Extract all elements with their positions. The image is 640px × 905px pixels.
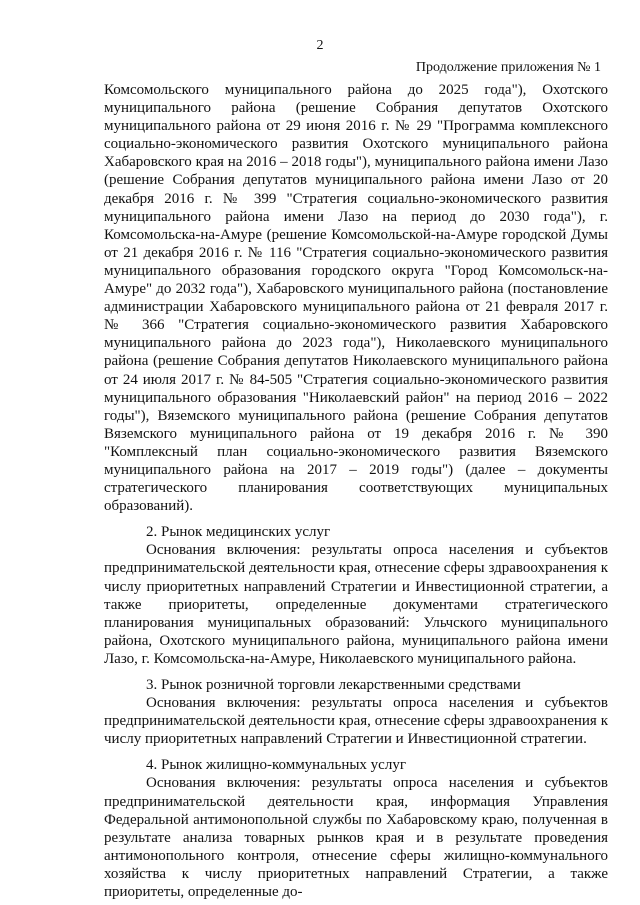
section-text: Основания включения: результаты опроса населения и субъектов предпринимательской деятельности края, информация Управления Федеральной антимонопольной службы по Хабаровскому краю, полученная в результате анализа товарных рынков края и в результате проведения антимонопольного контроля, отнесение сферы жилищно-коммунального хозяйства к числу приоритетных направлений Стратегии, а также приоритеты, определенные до- xyxy=(104,775,608,901)
continuation-label: Продолжение приложения № 1 xyxy=(415,60,601,75)
page-number: 2 xyxy=(316,38,324,53)
section-text: Основания включения: результаты опроса населения и субъектов предпринимательской деятельности края, отнесение сферы здравоохранения к числу приоритетных направлений Стратегии и Инвестиционной стратегии. xyxy=(104,695,608,748)
section-pharmacy-retail xyxy=(104,676,608,748)
section-housing-utilities xyxy=(104,756,608,901)
intro-paragraph: Комсомольского муниципального района до 2025 года"), Охотского муниципального района (решение Собрания депутатов Охотского муниципального района от 29 июня 2016 г. № 29 "Программа комплексного социально-экономического развития Охотского муниципального района Хабаровского края на 2016 – 2018 годы"), муниципального района имени Лазо (решение Собрания депутатов муниципального района имени Лазо от 20 декабря 2016 г. № 399 "Стратегия социально-экономического развития муниципального района имени Лазо на период до 2030 года"), г. Комсомольска-на-Амуре (решение Комсомольской-на-Амуре городской Думы от 21 декабря 2016 г. № 116 "Стратегия социально-экономического развития муниципального образования городского округа "Город Комсомольск-на-Амуре" до 2032 года"), Хабаровского муниципального района (постановление администрации Хабаровского муниципального района от 21 февраля 2017 г. № 366 "Стратегия социально-экономического развития Хабаровского муниципального района до 2023 года"), Николаевского муниципального района (решение Собрания депутатов Николаевского муниципального района от 24 июля 2017 г. № 84-505 "Стратегия социально-экономического развития муниципального образования "Николаевский район" на период 2016 – 2022 годы"), Вяземского муниципального района (решение Собрания депутатов Вяземского муниципального района от 19 декабря 2016 г. № 390 "Комплексный план социально-экономического развития Вяземского муниципального района на 2017 – 2019 годы") (далее – документы стратегического планирования соответствующих муниципальных образований). xyxy=(104,82,608,515)
section-text: Основания включения: результаты опроса населения и субъектов предпринимательской деятельности края, отнесение сферы здравоохранения к числу приоритетных направлений Стратегии и Инвестиционной стратегии, а также приоритеты, определенные документами стратегического планирования муниципальных образований: Ульчского муниципального района, Охотского муниципального района, муниципального района имени Лазо, г. Комсомольска-на-Амуре, Николаевского муниципального района. xyxy=(104,542,608,667)
document-body xyxy=(104,81,608,901)
section-heading: 4. Рынок жилищно-коммунальных услуг xyxy=(146,757,406,774)
section-heading: 2. Рынок медицинских услуг xyxy=(146,524,331,541)
section-medical-services xyxy=(104,523,608,668)
section-heading: 3. Рынок розничной торговли лекарственными средствами xyxy=(146,677,521,693)
